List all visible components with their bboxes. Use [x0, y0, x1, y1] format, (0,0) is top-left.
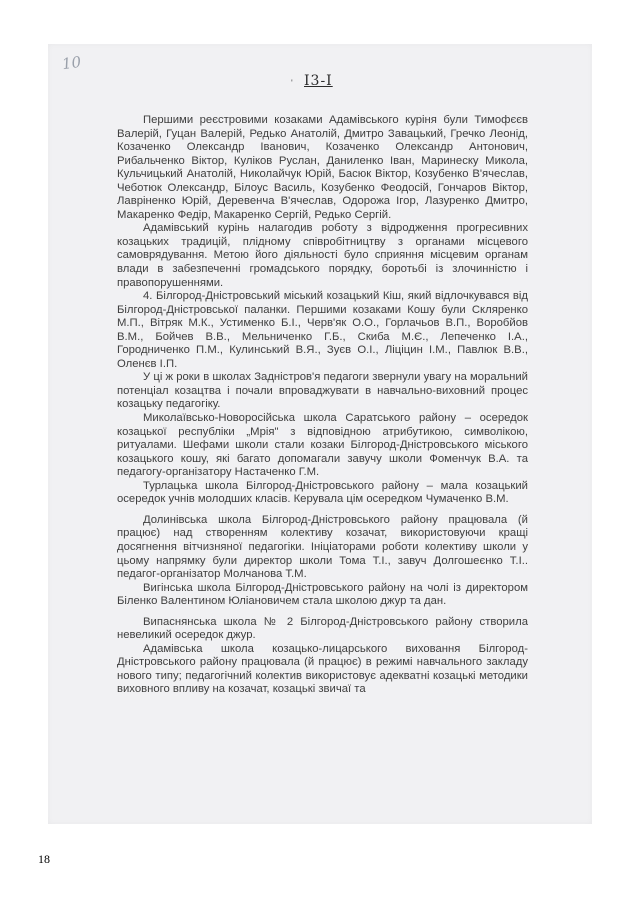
paragraph: Випаснянська школа № 2 Білгород-Дністровського району створила невеликий осередок джур.: [117, 615, 528, 642]
paragraph: 4. Білгород-Дністровський міський козацький Кіш, який відлочкувався від Білгород-Дністровської паланки. Першими козаками Кошу були Скляренко М.П., Вітряк М.К., Устименко Б.І., Черв'як О.О., Горлачьов В.П., Воробйов В.М., Бойчев В.В., Мельниченко Г.Б., Скиба М.Є., Лепеченко І.А., Городниченко П.М., Кулинський В.Я., Зуєв О.І., Ліціцин І.М., Павлюк В.В., Оленєв І.П.: [117, 290, 528, 370]
paragraph: У ці ж роки в школах Задністров'я педагоги звернули увагу на моральний потенціал козацтва і почали впроваджувати в навчально-виховний процес козацьку педагогіку.: [117, 371, 528, 411]
paragraph: Вигінська школа Білгород-Дністровського району на чолі із директором Біленко Валентином Юліановичем стала школою джур та дан.: [117, 581, 528, 608]
page-code: I3-I: [304, 73, 333, 89]
body-text: [117, 114, 528, 697]
paragraph: Турлацька школа Білгород-Дністровського району – мала козацький осередок учнів молодших класів. Керувала цім осередком Чумаченко В.М.: [117, 479, 528, 506]
tick-mark: ': [291, 78, 293, 88]
paragraph: Адамівський курінь налагодив роботу з відродження прогресивних козацьких традицій, плідному співробітництву з органами місцевого самоврядування. Метою його діяльності було сприяння місцевим органам влади в забезпеченні громадського порядку, боротьбі із злочинністю і правопорушеннями.: [117, 222, 528, 289]
paragraph: Адамівська школа козацько-лицарського виховання Білгород-Дністровського району працювала (й працює) в режимі навчального закладу нового типу; педагогічний колектив використовує адекватні козацькі методики виховного впливу на козачат, козацькі звичаї та: [117, 642, 528, 696]
paragraph: Першими реєстровими козаками Адамівського куріня були Тимофєєв Валерій, Гуцан Валерій, Редько Анатолій, Дмитро Завацький, Гречко Леонід, Козаченко Олександр Іванович, Козаченко Олександр Антонович, Рибальченко Віктор, Куліков Руслан, Даниленко Іван, Маринеску Микола, Кульчицький Анатолій, Николайчук Юрій, Басюк Віктор, Козубенко В'ячеслав, Чеботюк Олександр, Білоус Василь, Козубенко Феодосій, Гончаров Віктор, Лавріненко Юрій, Деревенча В'ячеслав, Одорожа Ігор, Лазуренко Дмитро, Макаренко Федір, Макаренко Сергій, Редько Сергій.: [117, 114, 528, 221]
handwritten-number: 10: [60, 52, 83, 74]
paragraph: Миколаївсько-Новоросійська школа Саратського району – осередок козацької республіки „Мрія" з відповідною атрибутикою, символікою, ритуалами. Шефами школи стали козаки Білгород-Дністровського міського козацького кошу, які багато допомагали завучу школи Фоменчук В.А. та педагогу-організатору Настаченко Г.М.: [117, 412, 528, 479]
page-number: 18: [38, 852, 50, 866]
paragraph: Долинівська школа Білгород-Дністровського району працювала (й працює) над створенням колективу козачат, використовуючи кращі досягнення вітчизняної педагогіки. Ініціаторами роботи колективу школи у цьому напрямку були директор школи Тома Т.І., завуч Долгошеєнко Т.І.. педагог-організатор Молчанова Т.М.: [117, 513, 528, 581]
